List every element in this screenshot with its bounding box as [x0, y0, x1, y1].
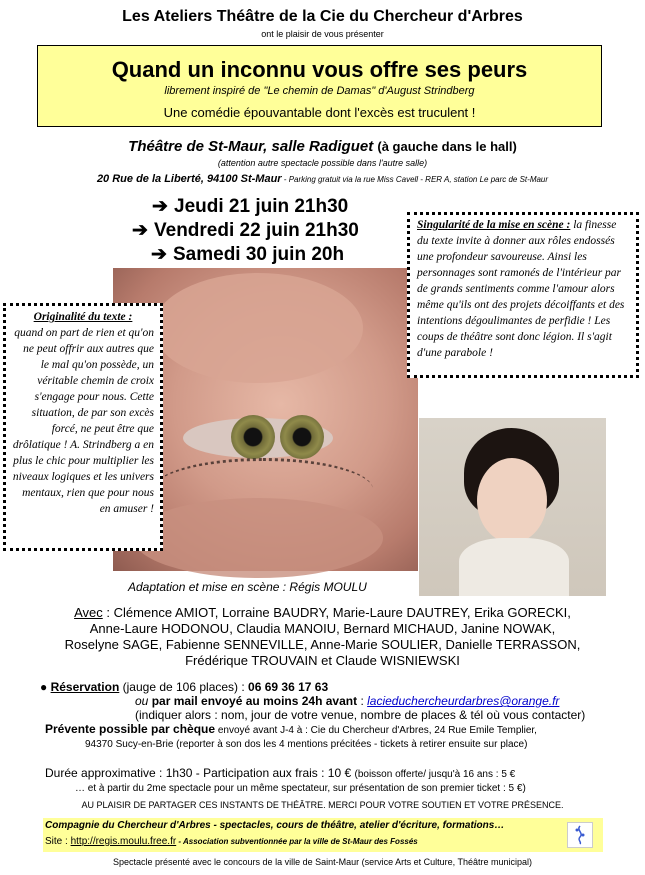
cast-line: Anne-Laure HODONOU, Claudia MANOIU, Bernard MICHAUD, Janine NOWAK,	[89, 621, 556, 636]
cast-line: Roselyne SAGE, Fabienne SENNEVILLE, Anne-Marie SOULIER, Danielle TERRASSON,	[64, 637, 581, 652]
reservation-label: Réservation	[50, 680, 120, 694]
arrow-right-icon: ➔	[152, 196, 168, 217]
prevente-line2: 94370 Sucy-en-Brie (reporter à son dos les 4 mentions précitées - tickets à retirer ensuite sur place)	[85, 739, 528, 750]
prevente-label: Prévente possible par chèque	[45, 722, 216, 736]
mail-colon: :	[357, 694, 368, 708]
header-title: Les Ateliers Théâtre de la Cie du Chercheur d'Arbres	[122, 8, 523, 25]
singularite-box	[407, 212, 639, 378]
originalite-text: quand on part de rien et qu'on ne peut offrir aux autres que le mal qu'on possède, un véritable chemin de croix s'engage pour nous. Cette situation, de par son excès forcé, ne peut être que drôlatique ! A. Strindberg a en plus le chic pour multiplier les niveaux logiques et les univers mentaux, rien que pour nous en amuser !	[12, 327, 154, 515]
singularite-text: la finesse du texte invite à donner aux rôles endossés une profondeur savoureuse. Ainsi les personnages sont ramonés de l'intérieur par de grands sentiments comme l'amour alors même qu'ils ont des projets décoiffants et des intentions dégoulimantes de perfidie ! Les coups de théâtre sont donc légion. Il s'agit d'une parabole !	[417, 219, 625, 359]
date-item	[151, 243, 344, 266]
avec-label: Avec	[74, 605, 103, 620]
play-inspiration: librement inspiré de "Le chemin de Damas" d'August Strindberg	[164, 85, 475, 97]
arrow-right-icon: ➔	[151, 244, 167, 265]
header-subtitle: ont le plaisir de vous présenter	[261, 29, 384, 39]
date-label: Samedi 30 juin 20h	[173, 244, 345, 265]
duree-line1	[45, 766, 526, 782]
footer-site-line	[45, 836, 418, 847]
venue-name: Théâtre de St-Maur, salle Radiguet	[128, 138, 374, 155]
prevente-line	[45, 722, 625, 738]
date-item	[152, 195, 348, 218]
indiquer-line: (indiquer alors : nom, jour de votre venue, nombre de places & tél où vous contacter)	[135, 708, 586, 722]
reservation-phone[interactable]: 06 69 36 17 63	[248, 680, 329, 694]
duree-line2: … et à partir du 2me spectacle pour un même spectateur, sur présentation de son premier ticket : 5 €)	[75, 783, 526, 794]
site-label: Site :	[45, 836, 71, 847]
duree-main: Durée approximative : 1h30 - Participation aux frais : 10 €	[45, 766, 355, 780]
iris-right	[280, 415, 324, 459]
mail-label: par mail envoyé au moins 24h avant	[151, 694, 358, 708]
venue-line	[0, 138, 645, 155]
doll-face	[477, 458, 547, 543]
date-item	[132, 219, 359, 242]
reservation-block	[40, 680, 620, 752]
singularite-title: Singularité de la mise en scène :	[417, 219, 571, 231]
bullet-icon: ●	[40, 680, 48, 694]
cast-line	[0, 605, 645, 621]
finger-shape	[153, 273, 363, 383]
reservation-line	[40, 680, 620, 694]
ou-label: ou	[135, 694, 152, 708]
cast-line: Frédérique TROUVAIN et Claude WISNIEWSKI	[185, 653, 460, 668]
footer-assoc: - Association subventionnée par la ville de St-Maur des Fossés	[176, 837, 418, 846]
footer-company: Compagnie du Chercheur d'Arbres - spectacles, cours de théâtre, atelier d'écriture, formations…	[45, 820, 505, 831]
venue-attention: (attention autre spectacle possible dans l'autre salle)	[217, 158, 428, 168]
arrow-right-icon: ➔	[132, 220, 148, 241]
footer-box	[43, 818, 603, 852]
doll-dress	[459, 538, 569, 596]
doll-photo	[419, 418, 606, 596]
venue-parking: - Parking gratuit via la rue Miss Cavell - RER A, station Le parc de St-Maur	[281, 175, 549, 184]
email-link[interactable]: lacieduchercheurdarbres@orange.fr	[367, 694, 560, 708]
date-label: Vendredi 22 juin 21h30	[154, 220, 359, 241]
site-link[interactable]: http://regis.moulu.free.fr	[70, 836, 177, 847]
originalite-box	[3, 303, 163, 551]
venue-location-note: (à gauche dans le hall)	[377, 139, 517, 154]
eyelashes	[153, 458, 373, 521]
play-title-box	[37, 45, 602, 127]
adaptation-credit: Adaptation et mise en scène : Régis MOULU	[128, 580, 367, 594]
iris-left	[231, 415, 275, 459]
cast-list	[0, 605, 645, 669]
prevente-text: envoyé avant J-4 à : Cie du Chercheur d'Arbres, 24 Rue Emile Templier,	[215, 725, 537, 736]
play-tagline: Une comédie épouvantable dont l'excès est truculent !	[163, 105, 476, 120]
mail-line	[135, 694, 645, 708]
plaisir-line: AU PLAISIR DE PARTAGER CES INSTANTS DE THÉÂTRE. MERCI POUR VOTRE SOUTIEN ET VOTRE PRÉSENCE.	[81, 800, 564, 810]
play-title: Quand un inconnu vous offre ses peurs	[111, 57, 528, 82]
venue-address-line	[0, 173, 645, 185]
company-logo-icon	[567, 822, 593, 848]
date-label: Jeudi 21 juin 21h30	[174, 196, 349, 217]
reservation-jauge: (jauge de 106 places) :	[119, 680, 249, 694]
duree-block	[45, 766, 526, 796]
venue-address: 20 Rue de la Liberté, 94100 St-Maur	[96, 173, 282, 185]
cast-names: : Clémence AMIOT, Lorraine BAUDRY, Marie-Laure DAUTREY, Erika GORECKI,	[102, 605, 571, 620]
concours-line: Spectacle présenté avec le concours de la ville de Saint-Maur (service Arts et Culture, Théâtre municipal)	[112, 857, 533, 867]
duree-small: (boisson offerte/ jusqu'à 16 ans : 5 €	[354, 769, 516, 780]
originalite-title: Originalité du texte :	[33, 311, 133, 323]
